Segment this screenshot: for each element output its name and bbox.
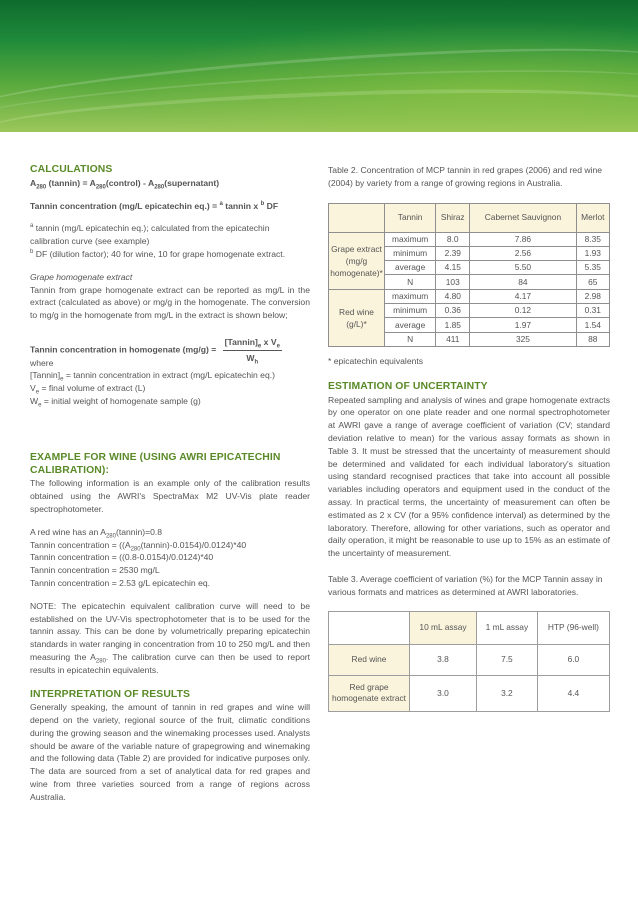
table2-cell: 8.35 xyxy=(576,232,609,246)
table-row xyxy=(329,289,610,303)
table2-stat: minimum xyxy=(385,304,436,318)
example-line-4: Tannin concentration = 2530 mg/L xyxy=(30,565,160,576)
a280-formula: $A_{280}$ (tannin) = $A_{280}(control)$ - $A_{280}(supernatant)$ xyxy=(30,177,220,191)
header-banner xyxy=(0,0,638,132)
table2-cell: 0.36 xyxy=(436,304,470,318)
definition-tannin: $[Tannin]_e$ = tannin concentration in extract (mg/L epicatechin eq.) xyxy=(30,370,275,384)
table2-stat: N xyxy=(385,275,436,289)
table-row xyxy=(329,644,610,675)
example-line-5: Tannin concentration = 2.53 g/L epicatechin eq. xyxy=(30,577,211,588)
table2-cell: 103 xyxy=(436,275,470,289)
table3-corner xyxy=(329,611,410,644)
table3-cell: 6.0 xyxy=(537,644,609,675)
grape-extract-title: Grape homogenate extract xyxy=(30,271,133,282)
table2-cell: 5.35 xyxy=(576,261,609,275)
table3-cell: 3.8 xyxy=(410,644,477,675)
table2-cell: 4.17 xyxy=(470,289,576,303)
table-row xyxy=(329,232,610,246)
table3-cell: 3.0 xyxy=(410,675,477,711)
table2 xyxy=(328,203,610,347)
table3-caption: Table 3. Average coefficient of variation (%) for the MCP Tannin assay in various formats and matrices as determined at AWRI laboratories. xyxy=(328,573,603,597)
homogenate-formula: Tannin concentration in homogenate (mg/g) = $\frac{[Tannin]_e x V_e}{W_h}$ xyxy=(30,336,280,366)
table2-cell: 325 xyxy=(470,332,576,346)
table3-col-header: 10 mL assay xyxy=(410,611,477,644)
table3 xyxy=(328,611,610,712)
table2-corner xyxy=(329,203,385,232)
table2-header-row xyxy=(329,203,610,232)
calibration-note: NOTE: The epicatechin equivalent calibration curve will need to be established on the UV-Vis spectrophotometer that is to be used for the tannin assay. This can be done by volumetrically preparing epicatechin standards in water ranging in concentration from 10 to 250 mg/L and then measuring the $A_{280}$. The calibration curve can then be used to report results in epicatechin equivalents. xyxy=(30,600,311,675)
tannin-formula: Tannin concentration (mg/L epicatechin eq.) = $^a$ tannin x $^b$ DF xyxy=(30,200,279,211)
table2-caption: Table 2. Concentration of MCP tannin in red grapes (2006) and red wine (2004) by variety from a range of growing regions in Australia. xyxy=(328,165,603,188)
where-label: where xyxy=(30,357,54,368)
example-heading: EXAMPLE FOR WINE (USING AWRI EPICATECHIN CALIBRATION): xyxy=(30,451,281,476)
table2-cell: 0.12 xyxy=(470,304,576,318)
definition-weight: $W_e$ = initial weight of homogenate sample (g) xyxy=(30,395,201,409)
table2-cell: 88 xyxy=(576,332,609,346)
table2-cell: 5.50 xyxy=(470,261,576,275)
table2-cell: 1.97 xyxy=(470,318,576,332)
table2-stat: maximum xyxy=(385,232,436,246)
table-row xyxy=(329,675,610,711)
table2-cell: 2.39 xyxy=(436,246,470,260)
table2-col-header: Shiraz xyxy=(436,203,470,232)
table2-cell: 4.80 xyxy=(436,289,470,303)
table3-cell: 7.5 xyxy=(477,644,538,675)
example-line-2: Tannin concentration = $((A_{280}(tannin)-0.0154)/0.0124)*40$ xyxy=(30,539,247,553)
table3-row-label: Red grape homogenate extract xyxy=(329,675,410,711)
table3-cell: 3.2 xyxy=(477,675,538,711)
table2-cell: 4.15 xyxy=(436,261,470,275)
table2-stat: N xyxy=(385,332,436,346)
table2-stat: average xyxy=(385,318,436,332)
interpretation-heading: INTERPRETATION OF RESULTS xyxy=(30,688,191,700)
table2-group-label: Red wine (g/L)* xyxy=(329,289,385,346)
table2-cell: 7.86 xyxy=(470,232,576,246)
table3-col-header: HTP (96-well) xyxy=(537,611,609,644)
table3-col-header: 1 mL assay xyxy=(477,611,538,644)
table2-cell: 1.85 xyxy=(436,318,470,332)
table2-stat: average xyxy=(385,261,436,275)
interpretation-text: Generally speaking, the amount of tannin in red grapes and wine will depend on the variety, regional source of the fruit, climatic conditions during the growing season and the winemaking processes used. Analysts should be aware of the variable nature of grapegrowing and winemaking and the following data (Table 2) are provided for indicative purposes only. The data are sourced from a set of analytical data for red grapes and wine from three varieties sourced from a range of regions across Australia. xyxy=(30,702,310,802)
table2-cell: 2.56 xyxy=(470,246,576,260)
example-intro: The following information is an example only of the calibration results obtained using the AWRI's SpectraMax M2 UV-Vis plate reader spectrophotometer. xyxy=(30,478,310,514)
table3-row-label: Red wine xyxy=(329,644,410,675)
table2-stat: maximum xyxy=(385,289,436,303)
table2-footnote: * epicatechin equivalents xyxy=(328,355,424,366)
calculations-heading: CALCULATIONS xyxy=(30,164,113,175)
table2-cell: 1.93 xyxy=(576,246,609,260)
uncertainty-text: Repeated sampling and analysis of wines and grape homogenate extracts by one operator on one plate reader and one normal spectrophotometer at AWRI gave a range of average coefficient of variation (CV; standard deviation relative to mean) for the various assay formats as shown in Table 3. It must be stressed that the uncertainty of measurement should be determined and validated for each individual laboratory's situation using standard recognised practices that take into account all possible variables including operators and equipment used in the conduct of the assay. In practical terms, the uncertainty of measurement can often be estimated as 2 x CV (for a 95% confidence interval) as determined by the laboratory. Therefore, allowing for other variations, such as operator and daily operation, it might be reasonable to use up to 15% as an estimate of the uncertainty of measurement. xyxy=(328,394,610,559)
table3-cell: 4.4 xyxy=(537,675,609,711)
table2-stat: minimum xyxy=(385,246,436,260)
uncertainty-heading: ESTIMATION OF UNCERTAINTY xyxy=(328,380,488,392)
footnote-b: $^b$ DF (dilution factor); 40 for wine, 10 for grape homogenate extract. xyxy=(30,248,286,259)
grape-extract-text: Tannin from grape homogenate extract can be reported as mg/L in the extract (calculated as above) or mg/g in the homogenate. The conversion to mg/g in the homogenate from mg/L in the extract is shown below; xyxy=(30,284,310,321)
table2-cell: 1.54 xyxy=(576,318,609,332)
table2-cell: 84 xyxy=(470,275,576,289)
footnote-a: $^a$ tannin (mg/L epicatechin eq.); calculated from the epicatechin calibration curve (see example) xyxy=(30,223,270,247)
table2-cell: 8.0 xyxy=(436,232,470,246)
table2-cell: 411 xyxy=(436,332,470,346)
example-line-1: A red wine has an $A_{280}(tannin)=0.8$ xyxy=(30,526,163,540)
table2-col-header: Tannin xyxy=(385,203,436,232)
table3-header-row xyxy=(329,611,610,644)
table2-cell: 0.31 xyxy=(576,304,609,318)
table2-col-header: Cabernet Sauvignon xyxy=(470,203,576,232)
table2-cell: 2.98 xyxy=(576,289,609,303)
right-column xyxy=(328,164,610,712)
table2-group-label: Grape extract (mg/g homogenate)* xyxy=(329,232,385,289)
example-line-3: Tannin concentration = ((0.8-0.0154)/0.0124)*40 xyxy=(30,552,214,563)
definition-volume: $V_e$ = final volume of extract (L) xyxy=(30,383,146,396)
left-column xyxy=(30,164,310,804)
table2-cell: 65 xyxy=(576,275,609,289)
table2-col-header: Merlot xyxy=(576,203,609,232)
